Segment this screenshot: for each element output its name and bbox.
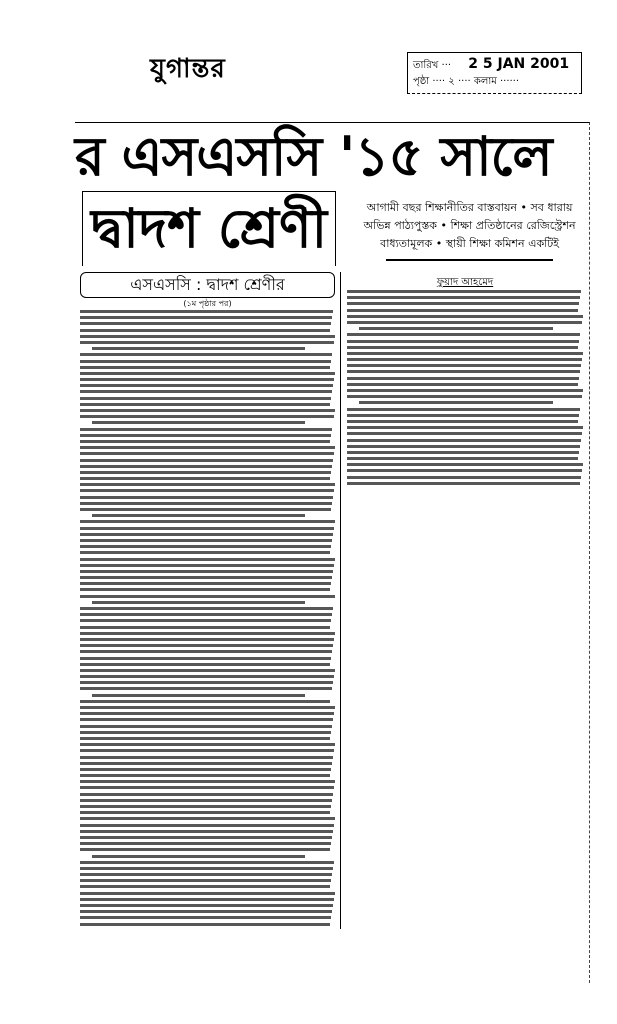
text-line <box>80 805 331 808</box>
headline-line-1: র এসএসসি '১৫ সালে <box>75 125 552 188</box>
text-line <box>80 415 334 418</box>
text-line <box>80 551 330 554</box>
text-line <box>347 476 581 479</box>
text-line <box>80 595 335 598</box>
article-body-left <box>80 310 335 926</box>
column-label: কলাম <box>473 76 497 87</box>
text-line <box>347 340 579 343</box>
text-line <box>80 409 335 412</box>
text-line <box>80 681 333 684</box>
text-line <box>80 657 331 660</box>
text-line <box>80 452 334 455</box>
text-line <box>80 718 333 721</box>
text-line <box>80 725 332 728</box>
text-line <box>80 650 332 653</box>
text-line <box>92 694 305 697</box>
text-line <box>347 346 578 349</box>
text-line <box>80 465 332 468</box>
text-line <box>80 582 331 585</box>
text-line <box>347 408 580 411</box>
text-line <box>347 389 583 392</box>
text-line <box>80 898 334 901</box>
text-line <box>80 923 330 926</box>
text-line <box>80 564 334 567</box>
text-line <box>80 310 333 313</box>
text-line <box>80 619 331 622</box>
text-line <box>80 743 335 746</box>
page-label: পৃষ্ঠা <box>413 76 430 87</box>
text-line <box>80 632 335 635</box>
text-line <box>80 700 330 703</box>
text-line <box>80 762 332 765</box>
text-line <box>80 824 334 827</box>
text-line <box>359 327 553 330</box>
text-line <box>80 687 332 690</box>
text-line <box>347 377 579 380</box>
text-line <box>80 749 334 752</box>
text-line <box>80 848 330 851</box>
deck-line-1: আগামী বছর শিক্ষানীতির বাস্তবায়ন • সব ধারায় <box>366 201 573 214</box>
text-line <box>80 360 331 363</box>
text-line <box>92 514 305 517</box>
article-columns <box>75 272 589 929</box>
text-line <box>80 372 335 375</box>
text-line <box>347 445 580 448</box>
continued-note: (১ম পৃষ্ঠার পর) <box>183 299 232 308</box>
text-line <box>80 842 331 845</box>
text-line <box>80 428 332 431</box>
text-line <box>80 335 335 338</box>
text-line <box>92 601 305 604</box>
text-line <box>80 774 330 777</box>
clipping-header <box>0 0 617 94</box>
text-line <box>80 768 331 771</box>
text-line <box>80 836 332 839</box>
text-line <box>80 873 332 876</box>
text-line <box>80 675 334 678</box>
text-line <box>80 737 330 740</box>
text-line <box>347 426 583 429</box>
text-line <box>80 638 334 641</box>
text-line <box>347 451 579 454</box>
text-line <box>347 395 582 398</box>
date-label: তারিখ <box>413 60 439 71</box>
text-line <box>347 315 583 318</box>
text-line <box>80 799 332 802</box>
text-line <box>80 588 330 591</box>
text-line <box>80 663 330 666</box>
text-line <box>347 321 582 324</box>
text-line <box>80 477 330 480</box>
text-line <box>80 731 331 734</box>
text-line <box>347 309 578 312</box>
text-line <box>80 403 330 406</box>
text-line <box>80 756 333 759</box>
deck <box>350 191 589 261</box>
text-line <box>347 439 581 442</box>
text-line <box>347 432 582 435</box>
text-line <box>347 420 578 423</box>
text-line <box>80 489 334 492</box>
deck-line-3: বাধ্যতামূলক • স্থায়ী শিক্ষা কমিশন একটিই <box>380 237 560 250</box>
text-line <box>80 712 334 715</box>
text-line <box>80 434 331 437</box>
text-line <box>347 414 579 417</box>
text-line <box>80 322 331 325</box>
text-line <box>80 508 331 511</box>
text-line <box>80 329 330 332</box>
text-line <box>80 910 332 913</box>
text-line <box>347 370 580 373</box>
text-line <box>80 520 335 523</box>
text-line <box>347 482 580 485</box>
text-line <box>80 496 333 499</box>
text-line <box>80 384 333 387</box>
text-line <box>347 358 582 361</box>
headline-row-2 <box>75 191 589 266</box>
text-line <box>92 421 305 424</box>
text-line <box>80 817 335 820</box>
deck-line-2: অভিন্ন পাঠ্যপুস্তক • শিক্ষা প্রতিষ্ঠানের রেজিস্ট্রেশন <box>363 219 576 232</box>
text-line <box>80 483 335 486</box>
text-line <box>347 333 580 336</box>
text-line <box>80 459 333 462</box>
text-line <box>80 539 332 542</box>
text-line <box>80 471 331 474</box>
text-line <box>80 811 330 814</box>
text-line <box>80 440 330 443</box>
text-line <box>80 786 334 789</box>
text-line <box>92 347 305 350</box>
text-line <box>80 545 331 548</box>
article-column-left <box>75 272 340 929</box>
text-line <box>80 879 331 882</box>
article-body-right <box>347 290 583 485</box>
jump-title: এসএসসি : দ্বাদশ শ্রেণীর <box>80 272 335 298</box>
text-line <box>80 378 334 381</box>
byline: ফুয়াদ আহমেদ <box>436 277 494 288</box>
text-line <box>80 861 334 864</box>
text-line <box>347 364 581 367</box>
text-line <box>347 352 583 355</box>
text-line <box>80 533 333 536</box>
headline-line-2: দ্বাদশ শ্রেণী <box>82 191 336 266</box>
text-line <box>80 613 332 616</box>
text-line <box>80 669 335 672</box>
text-line <box>347 302 579 305</box>
text-line <box>359 401 553 404</box>
text-line <box>80 341 334 344</box>
text-line <box>80 793 333 796</box>
text-line <box>347 383 578 386</box>
text-line <box>80 904 333 907</box>
date-value: 2 5 JAN 2001 <box>468 56 570 72</box>
text-line <box>80 644 333 647</box>
text-line <box>80 626 330 629</box>
text-line <box>80 558 335 561</box>
text-line <box>80 885 330 888</box>
text-line <box>80 576 332 579</box>
text-line <box>80 892 335 895</box>
text-line <box>80 527 334 530</box>
text-line <box>80 607 333 610</box>
text-line <box>80 446 335 449</box>
text-line <box>80 780 335 783</box>
text-line <box>347 457 578 460</box>
text-line <box>80 353 332 356</box>
text-line <box>80 397 331 400</box>
text-line <box>80 916 331 919</box>
article-frame <box>75 122 590 983</box>
divider <box>386 259 553 261</box>
text-line <box>347 469 582 472</box>
text-line <box>80 366 330 369</box>
text-line <box>347 290 581 293</box>
text-line <box>80 830 333 833</box>
text-line <box>80 867 333 870</box>
text-line <box>92 855 305 858</box>
text-line <box>347 296 580 299</box>
page-value: ২ <box>448 76 455 87</box>
text-line <box>80 390 332 393</box>
article-column-right <box>340 272 589 929</box>
text-line <box>80 706 335 709</box>
text-line <box>80 570 333 573</box>
masthead: যুগান্তর <box>150 54 226 84</box>
date-stamp: তারিখ ··· 2 5 JAN 2001 পৃষ্ঠা ···· ২ ···· কলাম ······ <box>407 52 582 94</box>
text-line <box>347 463 583 466</box>
text-line <box>80 502 332 505</box>
text-line <box>80 316 332 319</box>
